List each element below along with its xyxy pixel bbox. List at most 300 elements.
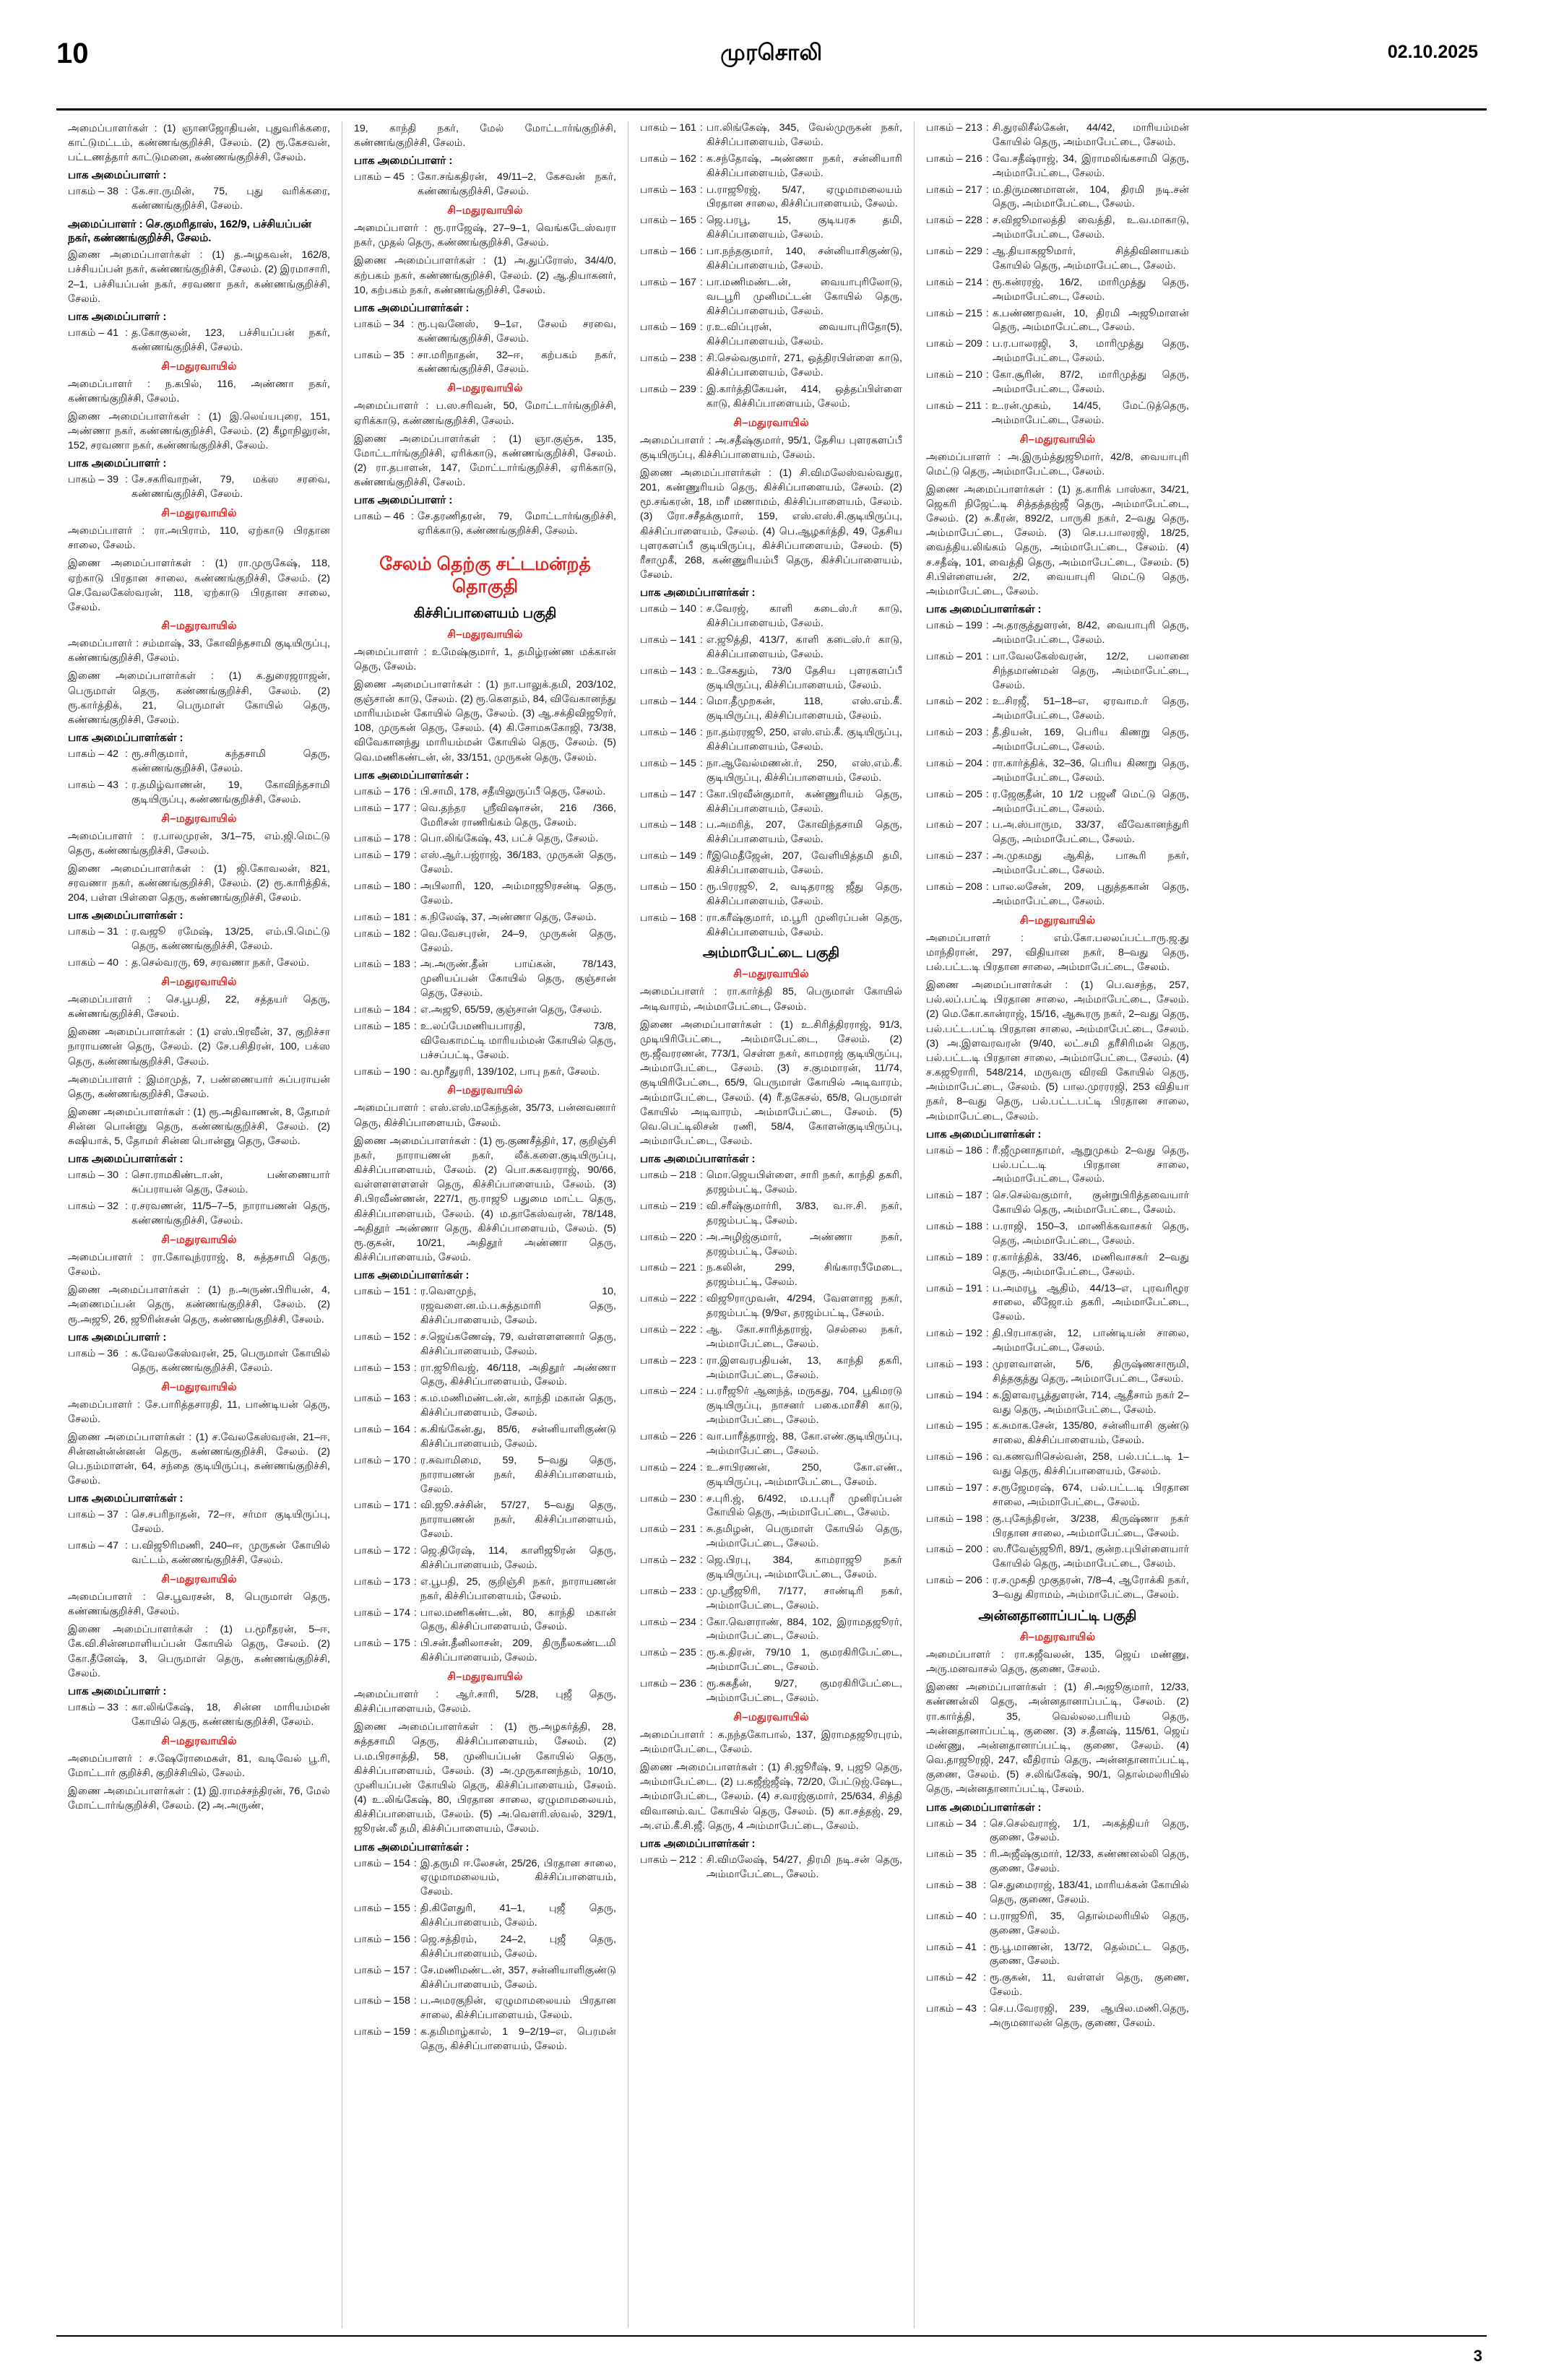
booth-entry: [640, 912, 902, 940]
entry-separator: :: [411, 511, 414, 523]
entry-separator: :: [985, 338, 989, 350]
booth-organiser-name: ச.புரி.ஜ், 6/492, ம.ப.புரீ முனிரப்பன் கோயில் தெரு, அம்மாபேட்டை, சேலம்.: [706, 1492, 902, 1519]
organiser-paragraph: 19, காந்தி நகர், மேல் மோட்டார்ங்குறிச்சி, கண்ணங்குறிச்சி, சேலம்.: [354, 123, 616, 150]
organiser-paragraph: இணை அமைப்பாளர்கள் : (1) ந.அருண்.பிரியன், 4, அணைமப்பன் தெரு, கண்ணங்குறிச்சி, சேலம். (2) ரூ.அஜூ, 26, ஜூரின்சன் தெரு, கண்ணங்குறிச்சி, சேலம்.: [68, 1284, 330, 1325]
booth-organiser-name: இ.தருமி ஈ.லேசன், 25/26, பிரதான சாலை, ஏழுமாமலையம், கிச்சிப்பாளையம், சேலம்.: [420, 1857, 616, 1898]
booth-organiser-name: க.வேலகேஸ்வரன், 25, பெருமாள் கோயில் தெரு, கண்ணங்குறிச்சி, சேலம்.: [131, 1347, 330, 1374]
masthead-title: முரசொலி: [720, 40, 823, 65]
booth-entry: [354, 832, 616, 847]
booth-number: பாகம் – 45: [354, 171, 405, 183]
booth-entry: [68, 1539, 330, 1568]
booth-organiser-name: ரூ.பூ.மாணன், 13/72, தெல்மட்ட தெரு, குணை, சேலம்.: [989, 1941, 1189, 1968]
booth-entry: [68, 779, 330, 808]
organiser-paragraph: இணை அமைப்பாளர்கள் : (1) ச.வேலகேஸ்வரன், 21–ஈ, சின்னன்ன்ன்னன் தெரு, கண்ணங்குறிச்சி, சேலம். (2) பெ.நம்மாளன், 64, சந்தை குடியிருப்பு, கண்ணங்குறிச்சி, சேலம்.: [68, 1431, 330, 1487]
branch-heading: சி–மதுரவாயில்: [161, 1734, 237, 1747]
booth-entry: [354, 802, 616, 831]
booth-number: பாகம் – 176: [354, 785, 410, 797]
booth-entry: [354, 2025, 616, 2054]
booth-number: பாகம் – 148: [640, 819, 696, 831]
booth-number: பாகம் – 171: [354, 1500, 410, 1512]
booth-organiser-name: தீ.தியன், 169, பெரிய கிணறு தெரு, அம்மாபேட்டை, சேலம்.: [992, 727, 1189, 753]
entry-separator: :: [985, 1544, 989, 1556]
booth-entry: [68, 1200, 330, 1229]
booth-organiser-name: சி.விமலேஷ், 54/27, திரமி நடி.சன் தெரு, அம்மாபேட்டை, சேலம்.: [706, 1853, 902, 1880]
booth-number: பாகம் – 190: [354, 1065, 410, 1078]
branch-heading: சி–மதுரவாயில்: [447, 204, 523, 217]
booth-organiser-name: இ.கார்த்திகேயன், 414, ஒத்தப்பிள்ளை காடு, கிச்சிப்பாளையம், சேலம்.: [706, 383, 902, 410]
booth-entry: [640, 121, 902, 150]
booth-organiser-name: ரூ.சுகதீன், 9/27, குமரகிரிபேட்டை, அம்மாபேட்டை, சேலம்.: [706, 1678, 902, 1704]
booth-entry: [640, 214, 902, 243]
booth-number: பாகம் – 215: [926, 307, 982, 319]
section-subheading: பாக அமைப்பாளர் :: [68, 457, 167, 470]
booth-organiser-name: ஜெ.பிரபு, 384, காமராஜூ நகர் குடியிருப்பு, அம்மாபேட்டை, சேலம்.: [706, 1554, 902, 1580]
branch-heading: சி–மதுரவாயில்: [161, 975, 237, 988]
booth-entry: [68, 185, 330, 214]
entry-separator: :: [699, 1431, 703, 1443]
booth-entry: [926, 1450, 1189, 1479]
entry-separator: :: [699, 1461, 703, 1474]
booth-entry: [354, 349, 616, 378]
organiser-paragraph: அமைப்பாளர் : ஆர்.சாரி, 5/28, புஜீ தெரு, கிச்சிப்பாளையம், சேலம்.: [354, 1689, 616, 1715]
booth-organiser-name: செ.ப.வேரரஜி, 239, ஆயில.மணி.தெரு, அருமனாலன் தெரு, குணை, சேலம்.: [989, 2003, 1189, 2029]
booth-organiser-name: ர.ச.முகதி முகுதரன், 7/8–4, ஆரோக்கி நகர், 3–வது கிராமம், அம்மாபேட்டை, சேலம்.: [992, 1575, 1189, 1601]
booth-entry: [926, 121, 1189, 150]
section-subheading: பாக அமைப்பாளர்கள் :: [68, 909, 183, 922]
entry-separator: :: [985, 1144, 989, 1156]
booth-entry: [926, 276, 1189, 305]
booth-number: பாகம் – 219: [640, 1200, 696, 1212]
booth-number: பாகம் – 234: [640, 1616, 696, 1628]
booth-number: பாகம் – 206: [926, 1575, 982, 1587]
booth-entry: [640, 695, 902, 724]
branch-heading: சி–மதுரவாயில்: [733, 1710, 809, 1723]
booth-number: பாகம் – 236: [640, 1678, 696, 1690]
booth-number: பாகம் – 238: [640, 352, 696, 365]
section-subheading: பாக அமைப்பாளர் :: [68, 169, 167, 182]
organiser-paragraph: அமைப்பாளர் : உமேஷ்குமார், 1, தமிழ்ரண்ண மக்கான் தெரு, சேலம்.: [354, 646, 616, 672]
entry-separator: :: [699, 1354, 703, 1367]
booth-entry: [640, 1554, 902, 1583]
columns-container: [56, 121, 1487, 2328]
booth-organiser-name: ஆ.தியாகஜூமார், சித்திவினாயகம் கோயில் தெரு, அம்மாபேட்டை, சேலம்.: [992, 246, 1189, 272]
booth-number: பாகம் – 169: [640, 321, 696, 334]
booth-entry: [926, 2002, 1189, 2031]
booth-number: பாகம் – 156: [354, 1933, 410, 1945]
booth-number: பாகம் – 178: [354, 833, 410, 845]
booth-entry: [640, 757, 902, 786]
booth-entry: [926, 849, 1189, 878]
booth-number: பாகம் – 47: [68, 1540, 119, 1552]
entry-separator: :: [413, 849, 417, 862]
booth-entry: [354, 1362, 616, 1390]
booth-organiser-name: சு.நிலேஷ், 37, அண்ணா தெரு, சேலம்.: [420, 911, 597, 923]
booth-entry: [640, 183, 902, 212]
booth-number: பாகம் – 41: [68, 326, 119, 339]
entry-separator: :: [699, 152, 703, 165]
booth-number: பாகம் – 32: [68, 1200, 119, 1213]
section-subheading: பாக அமைப்பாளர் :: [68, 1330, 167, 1343]
booth-entry: [926, 368, 1189, 397]
organiser-paragraph: அமைப்பாளர் : ர.பாலமுரன், 3/1–75, எம்.ஜி.மெட்டு தெரு, கண்ணங்குறிச்சி, சேலம்.: [68, 830, 330, 857]
booth-number: பாகம் – 221: [640, 1262, 696, 1274]
booth-number: பாகம் – 155: [354, 1903, 410, 1915]
booth-organiser-name: நா.தம்ரரஜூ, 250, எஸ்.எம்.கீ. குடியிருப்பு, கிச்சிப்பாளையம், சேலம்.: [706, 727, 902, 753]
organiser-paragraph: அமைப்பாளர் : க.நந்தகோபால், 137, இராமதஜூரபுரம், அம்மாபேட்டை, சேலம்.: [640, 1728, 902, 1755]
organiser-paragraph: அமைப்பாளர் : ரூ.ராஜேஷ், 27–9–1, வெங்கடேஸ்வரா நகர், முதல் தெரு, கண்ணங்குறிச்சி, சேலம்.: [354, 222, 616, 249]
branch-heading: சி–மதுரவாயில்: [161, 1233, 237, 1246]
booth-entry: [640, 788, 902, 817]
booth-organiser-name: சே.சகரிவாறன், 79, மக்ஸ சரவை, கண்ணங்குறிச்சி, சேலம்.: [131, 474, 330, 501]
booth-organiser-name: செ.துமைராஜ், 183/41, மாரியக்கன் கோயில் தெரு, குணை, சேலம்.: [989, 1879, 1189, 1905]
entry-separator: :: [985, 620, 989, 632]
organiser-paragraph: அமைப்பாளர் : செ.பூபதி, 22, சத்தயர் தெரு, கண்ணங்குறிச்சி, சேலம்.: [68, 993, 330, 1021]
booth-entry: [68, 1347, 330, 1376]
entry-separator: :: [413, 2026, 417, 2038]
booth-entry: [354, 927, 616, 956]
booth-number: பாகம் – 213: [926, 122, 982, 134]
booth-entry: [354, 1544, 616, 1573]
booth-entry: [354, 1003, 616, 1018]
entry-separator: :: [125, 326, 128, 339]
booth-organiser-name: ப.விஜூரிமணி, 240–ஈ, முருகன் கோயில் வட்டம், கண்ணங்குறிச்சி, சேலம்.: [131, 1540, 330, 1567]
booth-number: பாகம் – 200: [926, 1544, 982, 1556]
booth-entry: [640, 818, 902, 847]
booth-entry: [640, 1292, 902, 1321]
booth-organiser-name: த.செல்வரரு, 69, சரவணா நகர், சேலம்.: [131, 957, 310, 969]
booth-entry: [640, 1385, 902, 1428]
booth-entry: [926, 1481, 1189, 1510]
booth-organiser-name: அ.முகமது ஆகித், பாகூரி நகர், அம்மாபேட்டை, சேலம்.: [992, 850, 1189, 877]
booth-entry: [640, 1261, 902, 1290]
entry-separator: :: [411, 318, 414, 330]
booth-entry: [68, 925, 330, 954]
booth-organiser-name: வெ.தந்தர ஸ்ரீவிஷாசன், 216 /366, மேரிசன் ராணிங்கம் தெரு, சேலம்.: [420, 802, 616, 828]
booth-organiser-name: சே.மணிமண்ட.ன், 357, சன்னியாளிகுண்டு கிச்சிப்பாளையம், சேலம்.: [420, 1964, 616, 1991]
entry-separator: :: [985, 727, 989, 739]
entry-separator: :: [699, 727, 703, 739]
section-subheading: பாக அமைப்பாளர்கள் :: [926, 603, 1042, 616]
entry-separator: :: [125, 1347, 128, 1359]
booth-number: பாகம் – 43: [926, 2003, 977, 2015]
entry-separator: :: [699, 1554, 703, 1567]
booth-entry: [640, 383, 902, 412]
booth-number: பாகம் – 184: [354, 1004, 410, 1016]
booth-organiser-name: ரூ.குகன், 11, வள்ளள் தெரு, குணை, சேலம்.: [989, 1972, 1189, 1999]
folio-number: 3: [1473, 2347, 1482, 2365]
organiser-paragraph: இணை அமைப்பாளர்கள் : (1) நா.பாலுக்.தமி, 203/102, குஞ்சான் காடு, சேலம். (2) ரூ.கெளதம், 84, விவேகானந்து மாரியம்மன் கோயில் தெரு, சேலம். (3) ஆ.சக்திவிஜூரர், 108, முருகன் தெரு, சேலம். (4) கி.சோமசுகோஜி, 73/38, விவேகானந்து மாரியம்மன் கோயில் தெரு, சேலம். (5) வெ.மணிகண்டன், ன், 33/151, முருகன் தெரு, சேலம்.: [354, 678, 616, 763]
booth-organiser-name: சி.துரலிசீல்கேன், 44/42, மாரியம்மன் கோயில் தெரு, அம்மாபேட்டை, சேலம்.: [992, 122, 1189, 148]
branch-heading: சி–மதுரவாயில்: [1019, 1630, 1096, 1643]
booth-number: பாகம் – 229: [926, 246, 982, 257]
booth-number: பாகம் – 163: [640, 183, 696, 196]
booth-organiser-name: ரா.ஜூரிவஜ், 46/118, அதிதூர் அண்ணா தெரு, கிச்சிப்பாளையம், சேலம்.: [420, 1362, 616, 1388]
booth-number: பாகம் – 152: [354, 1330, 410, 1343]
entry-separator: :: [699, 352, 703, 365]
branch-heading: சி–மதுரவாயில்: [161, 1572, 237, 1585]
booth-organiser-name: உ.சேகதும், 73/0 தேசிய புளரகளப்பீ குடியிருப்பு, கிச்சிப்பாளையம், சேலம்.: [706, 665, 902, 691]
organiser-paragraph: அமைப்பாளர் : அ.சதீஷ்குமார், 95/1, தேசிய புளரகளப்பீ குடியிருப்பு, கிச்சிப்பாளையம், சேலம்.: [640, 434, 902, 461]
booth-number: பாகம் – 223: [640, 1354, 696, 1367]
booth-number: பாகம் – 154: [354, 1857, 410, 1869]
booth-organiser-name: சே.தரணிதரன், 79, மோட்டார்ங்குறிச்சி, ஏரிக்காடு, கண்ணங்குறிச்சி, சேலம்.: [417, 511, 616, 537]
booth-organiser-name: ப.அமரபூ ஆதிம், 44/13–எ, புரவரிழூர சாலை, லீஜோ.ம் தகரி, அம்மாபேட்டை, சேலம்.: [992, 1282, 1189, 1323]
booth-number: பாகம் – 41: [926, 1941, 977, 1953]
entry-separator: :: [699, 1853, 703, 1866]
booth-entry: [68, 1169, 330, 1198]
booth-organiser-name: மு.ஸ்ரீஜூரி, 7/177, சாண்டிரி நகர், அம்மாபேட்டை, சேலம்.: [706, 1585, 902, 1611]
entry-separator: :: [983, 1817, 986, 1830]
branch-heading: சி–மதுரவாயில்: [161, 1380, 237, 1393]
branch-heading: சி–மதுரவாயில்: [1019, 914, 1096, 927]
booth-organiser-name: த.கோகுலன், 123, பச்சியப்பன் நகர், கண்ணங்குறிச்சி, சேலம்.: [131, 326, 330, 353]
booth-entry: [926, 337, 1189, 366]
booth-number: பாகம் – 38: [926, 1879, 977, 1892]
entry-separator: :: [699, 633, 703, 646]
booth-number: பாகம் – 197: [926, 1481, 982, 1494]
booth-entry: [926, 818, 1189, 847]
entry-separator: :: [983, 1910, 986, 1922]
booth-organiser-name: பொ.லிங்கேஷ், 43, பட்ச் தெரு, சேலம்.: [420, 833, 599, 845]
booth-organiser-name: அ.தரகுத்துளரன், 8/42, வையாபுரி தெரு, அம்மாபேட்டை, சேலம்.: [992, 620, 1189, 646]
booth-entry: [354, 1857, 616, 1900]
booth-organiser-name: ப.அமரித், 207, கோவிந்தசாமி தெரு, கிச்சிப்பாளையம், சேலம்.: [706, 819, 902, 846]
booth-entry: [68, 473, 330, 502]
entry-separator: :: [413, 959, 417, 971]
entry-separator: :: [413, 1964, 417, 1976]
booth-organiser-name: சு.தமிழன், பெருமாள் கோயில் தெரு, அம்மாபேட்டை, சேலம்.: [706, 1523, 902, 1550]
booth-entry: [926, 1419, 1189, 1448]
entry-separator: :: [699, 665, 703, 677]
entry-separator: :: [413, 1995, 417, 2007]
entry-separator: :: [985, 122, 989, 134]
booth-organiser-name: ர.வஜூ ரமேஷ், 13/25, எம்.பி.மெட்டு தெரு, கண்ணங்குறிச்சி, சேலம்.: [131, 926, 330, 953]
organiser-paragraph: இணை அமைப்பாளர்கள் : (1) ரூ.குணசீத்திர், 17, குறிஞ்சி நகர், நாராயணன் நகர், லீக்.களை.குடியிருப்பு, கிச்சிப்பாளையம், சேலம். (2) பொ.சுகவரராஜ், 90/66, வள்ளளளளளள் தெரு, கிச்சிப்பாளையம், சேலம். (3) சி.பிரவீண்ணன், 227/1, ரூ.ராஜூ பதுமை மாட்ட தெரு, கிச்சிப்பாளையம், சேலம். (4) ம.தாகேஸ்வரன், 78/148, அதிதூர் அண்ணா தெரு, கிச்சிப்பாளையம், சேலம். (5) ரூ.குகன், 10/21, அதிதூர் அண்ணா தெரு, கிச்சிப்பாளையம், சேலம்.: [354, 1135, 616, 1263]
entry-separator: :: [985, 1190, 989, 1202]
masthead-date: 02.10.2025: [1387, 42, 1478, 62]
booth-organiser-name: சொ.ராமகிண்டா.ன், பண்ணையார் சுப்பராயன் தெரு, சேலம்.: [131, 1169, 330, 1196]
entry-separator: :: [983, 1972, 986, 1984]
booth-number: பாகம் – 182: [354, 927, 410, 940]
booth-number: பாகம் – 218: [640, 1169, 696, 1182]
booth-entry: [926, 1220, 1189, 1249]
entry-separator: :: [983, 1879, 986, 1892]
booth-number: பாகம் – 211: [926, 399, 982, 412]
booth-organiser-name: ரூ.புவனேஸ், 9–1எ, சேலம் சரவை, கண்ணங்குறிச்சி, சேலம்.: [417, 318, 616, 345]
entry-separator: :: [699, 321, 703, 334]
booth-number: பாகம் – 204: [926, 757, 982, 769]
entry-separator: :: [125, 957, 128, 969]
booth-entry: [640, 1853, 902, 1882]
text-column-1: [56, 121, 342, 2328]
area-title: அம்மாபேட்டை பகுதி: [702, 945, 840, 961]
entry-separator: :: [413, 833, 417, 845]
organiser-paragraph: அமைப்பாளர் : சம்மாஷ், 33, கோவிந்தசாமி குடியிருப்பு, கண்ணங்குறிச்சி, சேலம்.: [68, 638, 330, 665]
booth-organiser-name: ர.உ.விப்புரன், வையாபுரிதோ(5), கிச்சிப்பாளையம், சேலம்.: [706, 321, 902, 348]
text-column-2: [342, 121, 628, 2328]
entry-separator: :: [413, 1454, 417, 1466]
booth-entry: [640, 1677, 902, 1706]
entry-separator: :: [699, 850, 703, 862]
booth-number: பாகம் – 196: [926, 1451, 982, 1463]
booth-entry: [640, 1646, 902, 1675]
booth-organiser-name: ர.தமிழ்வாணன், 19, கோவிந்தசாமி குடியிருப்பு, கண்ணங்குறிச்சி, சேலம்.: [131, 779, 330, 805]
entry-separator: :: [985, 215, 989, 227]
entry-separator: :: [413, 1545, 417, 1557]
entry-separator: :: [985, 246, 989, 257]
organiser-paragraph: இணை அமைப்பாளர்கள் : (1) அ.துப்ரோஸ், 34/4/0, கற்பகம் நகர், கண்ணங்குறிச்சி, சேலம். (2) ஆ.தியாகனர், 10, கற்பகம் நகர், கண்ணங்குறிச்சி, சேலம்.: [354, 255, 616, 296]
booth-entry: [926, 650, 1189, 693]
booth-entry: [926, 152, 1189, 181]
booth-organiser-name: ச.விஜூமாலத்தி வைத்தி, உ.வ.மாகாடு, அம்மாபேட்டை, சேலம்.: [992, 215, 1189, 241]
organiser-paragraph: அமைப்பாளர் : எம்.கோ.பலலப்பட்டாரு.ஜ.து மாந்திரான், 297, விதியான நகர், 8–வது தெரு, பல்.பட்ட.டி பிரதான சாலை, அம்மாபேட்டை, சேலம்.: [926, 932, 1189, 973]
booth-entry: [354, 1423, 616, 1452]
booth-number: பாகம் – 195: [926, 1420, 982, 1432]
booth-organiser-name: எ.அஜூ, 65/59, குஞ்சான் தெரு, சேலம்.: [420, 1004, 602, 1016]
booth-organiser-name: ர.சரவணன், 11/5–7–5, நாராயணன் தெரு, கண்ணங்குறிச்சி, சேலம்.: [131, 1200, 330, 1227]
section-subheading: பாக அமைப்பாளர்கள் :: [640, 587, 756, 600]
booth-number: பாகம் – 231: [640, 1523, 696, 1536]
area-title: கிச்சிப்பாளையம் பகுதி: [413, 605, 557, 621]
booth-organiser-name: ஜெ.திரேஷ், 114, காளிஜூரன் தெரு, கிச்சிப்பாளையம், சேலம்.: [420, 1545, 616, 1571]
booth-entry: [926, 1879, 1189, 1908]
entry-separator: :: [413, 927, 417, 940]
booth-entry: [926, 1848, 1189, 1877]
booth-number: பாகம் – 151: [354, 1286, 410, 1298]
entry-separator: :: [413, 1004, 417, 1016]
booth-entry: [354, 1454, 616, 1497]
booth-organiser-name: ர.கார்த்திக், 33/46, மணிவாசகர் 2–வது தெரு, அம்மாபேட்டை, சேலம்.: [992, 1251, 1189, 1278]
organiser-paragraph: அமைப்பாளர் : அ.இரும்த்துஜூமார், 42/8, வையாபுரி மெட்டு தெரு, அம்மாபேட்டை, சேலம்.: [926, 451, 1189, 477]
booth-number: பாகம் – 189: [926, 1251, 982, 1263]
booth-entry: [354, 510, 616, 539]
booth-organiser-name: வி.சரீஷ்குமார்ரி, 3/83, வ.ஈ.சி. நகர், தரஜம்பட்டி, சேலம்.: [706, 1200, 902, 1226]
booth-entry: [926, 726, 1189, 755]
booth-number: பாகம் – 198: [926, 1513, 982, 1525]
branch-heading: சி–மதுரவாயில்: [447, 1671, 523, 1683]
booth-number: பாகம் – 147: [640, 788, 696, 800]
booth-organiser-name: எ.ஜூத்தி, 413/7, காளி கடைஸ்.ர் காடு, கிச்சிப்பாளையம், சேலம்.: [706, 633, 902, 660]
booth-organiser-name: வ.மூரீதுரரி, 139/102, பாபு நகர், சேலம்.: [420, 1065, 600, 1078]
booth-number: பாகம் – 212: [640, 1853, 696, 1866]
entry-separator: :: [699, 1169, 703, 1182]
booth-number: பாகம் – 167: [640, 276, 696, 288]
booth-entry: [640, 245, 902, 274]
booth-number: பாகம் – 226: [640, 1431, 696, 1443]
entry-separator: :: [413, 911, 417, 923]
branch-heading: சி–மதுரவாயில்: [447, 1084, 523, 1097]
entry-separator: :: [699, 880, 703, 893]
booth-number: பாகம் – 31: [68, 926, 119, 938]
section-subheading: அமைப்பாளர் : செ.குமரிதாஸ், 162/9, பச்சியப்பன் நகர், கண்ணங்குறிச்சி, சேலம்.: [68, 218, 311, 245]
booth-entry: [640, 1585, 902, 1614]
booth-number: பாகம் – 216: [926, 152, 982, 165]
booth-number: பாகம் – 233: [640, 1585, 696, 1597]
booth-number: பாகம் – 192: [926, 1328, 982, 1340]
organiser-paragraph: அமைப்பாளர் : ப.ஸ.சரிவன், 50, மோட்டார்ங்குறிச்சி, ஏரிக்காடு, கண்ணங்குறிச்சி, சேலம்.: [354, 400, 616, 427]
booth-organiser-name: வ.கணவரிசெல்வன், 258, பல்.பட்ட.டி 1–வது தெரு, கிச்சிப்பாளையம், சேலம்.: [992, 1451, 1189, 1478]
organiser-paragraph: அமைப்பாளர் : ச.ஷேரோமைகள், 81, வடிவேல் பூ.ரி, மோட்டார் குறிச்சி, குறிச்சியில், சேலம்.: [68, 1752, 330, 1779]
booth-organiser-name: ச.ஜெய்கணேஷ், 79, வள்ளளளனார் தெரு, கிச்சிப்பாளையம், சேலம்.: [420, 1330, 616, 1357]
booth-number: பாகம் – 141: [640, 633, 696, 646]
entry-separator: :: [413, 1903, 417, 1915]
constituency-title: சேலம் தெற்கு சட்டமன்றத் தொகுதி: [379, 554, 591, 597]
booth-organiser-name: கோ.வெளராண், 884, 102, இராமதஜூரர், அம்மாபேட்டை, சேலம்.: [706, 1616, 902, 1643]
entry-separator: :: [699, 122, 703, 134]
booth-organiser-name: ப.அ.ஸ்பாரும, 33/37, வீவேகானந்துரி தெரு, அம்மாபேட்டை, சேலம்.: [992, 819, 1189, 846]
booth-entry: [640, 352, 902, 381]
booth-entry: [926, 1574, 1189, 1603]
booth-organiser-name: ப.ராஜூரஜ், 5/47, ஏழுமாமலையம் பிரதான சாலை, கிச்சிப்பாளையம், சேலம்.: [706, 183, 902, 210]
booth-entry: [354, 880, 616, 909]
booth-number: பாகம் – 164: [354, 1424, 410, 1435]
entry-separator: :: [699, 757, 703, 769]
booth-number: பாகம் – 42: [926, 1972, 977, 1984]
booth-entry: [926, 1189, 1189, 1218]
entry-separator: :: [985, 183, 989, 196]
booth-entry: [926, 788, 1189, 817]
booth-number: பாகம் – 214: [926, 276, 982, 288]
booth-entry: [640, 1323, 902, 1352]
booth-entry: [926, 1971, 1189, 2000]
booth-organiser-name: ரீஇமெதீஜேன், 207, வேளியித்தமி தமி, கிச்சிப்பாளையம், சேலம்.: [706, 850, 902, 877]
entry-separator: :: [699, 1523, 703, 1536]
entry-separator: :: [985, 399, 988, 412]
booth-entry: [354, 318, 616, 347]
entry-separator: :: [985, 152, 989, 165]
entry-separator: :: [985, 757, 989, 769]
booth-entry: [640, 633, 902, 662]
booth-number: பாகம் – 161: [640, 122, 696, 134]
organiser-paragraph: அமைப்பாளர்கள் : (1) ஞானஜோதியன், புதுவரிக்கரை, காட்டுமட்டம், கண்ணங்குறிச்சி, சேலம். (2) ரூ.கேசவன், பட்டணத்தார் காட்டுமனை, கண்ணங்குறிச்சி, சேலம்.: [68, 123, 330, 164]
booth-number: பாகம் – 239: [640, 383, 696, 395]
booth-organiser-name: ரீ.ஜீமுனாதாமர், ஆறுமுகம் 2–வது தெரு, பல்.பட்ட.டி பிரதான சாலை, அம்மாபேட்டை, சேலம்.: [992, 1144, 1189, 1185]
booth-entry: [68, 1508, 330, 1537]
organiser-paragraph: அமைப்பாளர் : செ.பூவரசன், 8, பெருமாள் தெரு, கண்ணங்குறிச்சி, சேலம்.: [68, 1591, 330, 1618]
organiser-paragraph: இணை அமைப்பாளர்கள் : (1) ஜி.கோவலன், 821, சரவணா நகர், கண்ணங்குறிச்சி, சேலம். (2) ரூ.காரித்திக், 204, பள்ள பிள்ளை தெரு, கண்ணங்குறிச்சி, சேலம்.: [68, 862, 330, 904]
entry-separator: :: [985, 1451, 989, 1463]
organiser-paragraph: இணை அமைப்பாளர்கள் : (1) த.அழகவன், 162/8, பச்சியப்பன் நகர், கண்ணங்குறிச்சி, சேலம். (2) இரமாசாரி, 2–1, பச்சியப்பன் நகர், சரவணா நகர், கண்ணங்குறிச்சி, சேலம்.: [68, 249, 330, 305]
booth-number: பாகம் – 173: [354, 1575, 410, 1588]
section-subheading: பாக அமைப்பாளர்கள் :: [354, 769, 470, 782]
booth-number: பாகம் – 143: [640, 665, 696, 677]
booth-entry: [926, 1282, 1189, 1325]
booth-organiser-name: ரா.இளவரபதியன், 13, காந்தி தகரி, அம்மாபேட்டை, சேலம்.: [706, 1354, 902, 1381]
booth-entry: [354, 1964, 616, 1993]
booth-entry: [354, 1065, 616, 1080]
organiser-paragraph: அமைப்பாளர் : ரா.கோவுந்ரராஜ், 8, சுத்தசாமி தெரு, சேலம்.: [68, 1251, 330, 1278]
booth-entry: [926, 619, 1189, 648]
entry-separator: :: [985, 1420, 989, 1432]
booth-entry: [354, 911, 616, 925]
booth-organiser-name: விஜூராமுவன், 4/294, வேளளாஜ நகர், தரஜம்பட்டி (9/9எ, தரஜம்பட்டி, சேலம்.: [706, 1293, 902, 1320]
booth-entry: [354, 170, 616, 199]
entry-separator: :: [699, 215, 703, 227]
booth-entry: [926, 880, 1189, 909]
organiser-paragraph: இணை அமைப்பாளர்கள் : (1) இ.லெய்யபுரை, 151, அண்ணா நகர், கண்ணங்குறிச்சி, சேலம். (2) கீழாநிலுரன், 152, சரவணா நகர், கண்ணங்குறிச்சி, சேலம்.: [68, 410, 330, 452]
organiser-paragraph: இணை அமைப்பாளர்கள் : (1) உ.சிரித்திரராஜ், 91/3, முடியிரிபேட்டை, அம்மாபேட்டை, சேலம். (2) ரூ.ஜீவரரணன், 773/1, செள்ள நகர், காமராஜ் குடியிருப்பு, அம்மாபேட்டை, சேலம். (3) ச.குமமாரன், 11/74, குடியிரிபேட்டை, 65/9, பெருமாள் கோயில் அடிவாரம், அம்மாபேட்டை, சேலம். (4) ரீ.தகேசல், 65/8, பெருமாள் கோயில் அடிவாரம், அம்மாபேட்டை, சேலம். (5) வெ.பெட்டிலிசன் ரணி, 58/4, கோளன்குடியிருப்பு, அம்மாபேட்டை, சேலம்.: [640, 1018, 902, 1147]
booth-entry: [68, 326, 330, 355]
entry-separator: :: [699, 276, 703, 288]
text-column-4: [915, 121, 1201, 2328]
booth-number: பாகம் – 235: [640, 1647, 696, 1659]
booth-entry: [640, 602, 902, 631]
entry-separator: :: [699, 1616, 703, 1628]
booth-organiser-name: ரூ.பிரரஜூ, 2, வடிதராஜ ஜீது தெரு, கிச்சிப்பாளையம், சேலம்.: [706, 880, 902, 907]
section-subheading: பாக அமைப்பாளர்கள் :: [68, 732, 183, 744]
footer-rule: [56, 2335, 1487, 2337]
booth-number: பாகம் – 144: [640, 696, 696, 708]
